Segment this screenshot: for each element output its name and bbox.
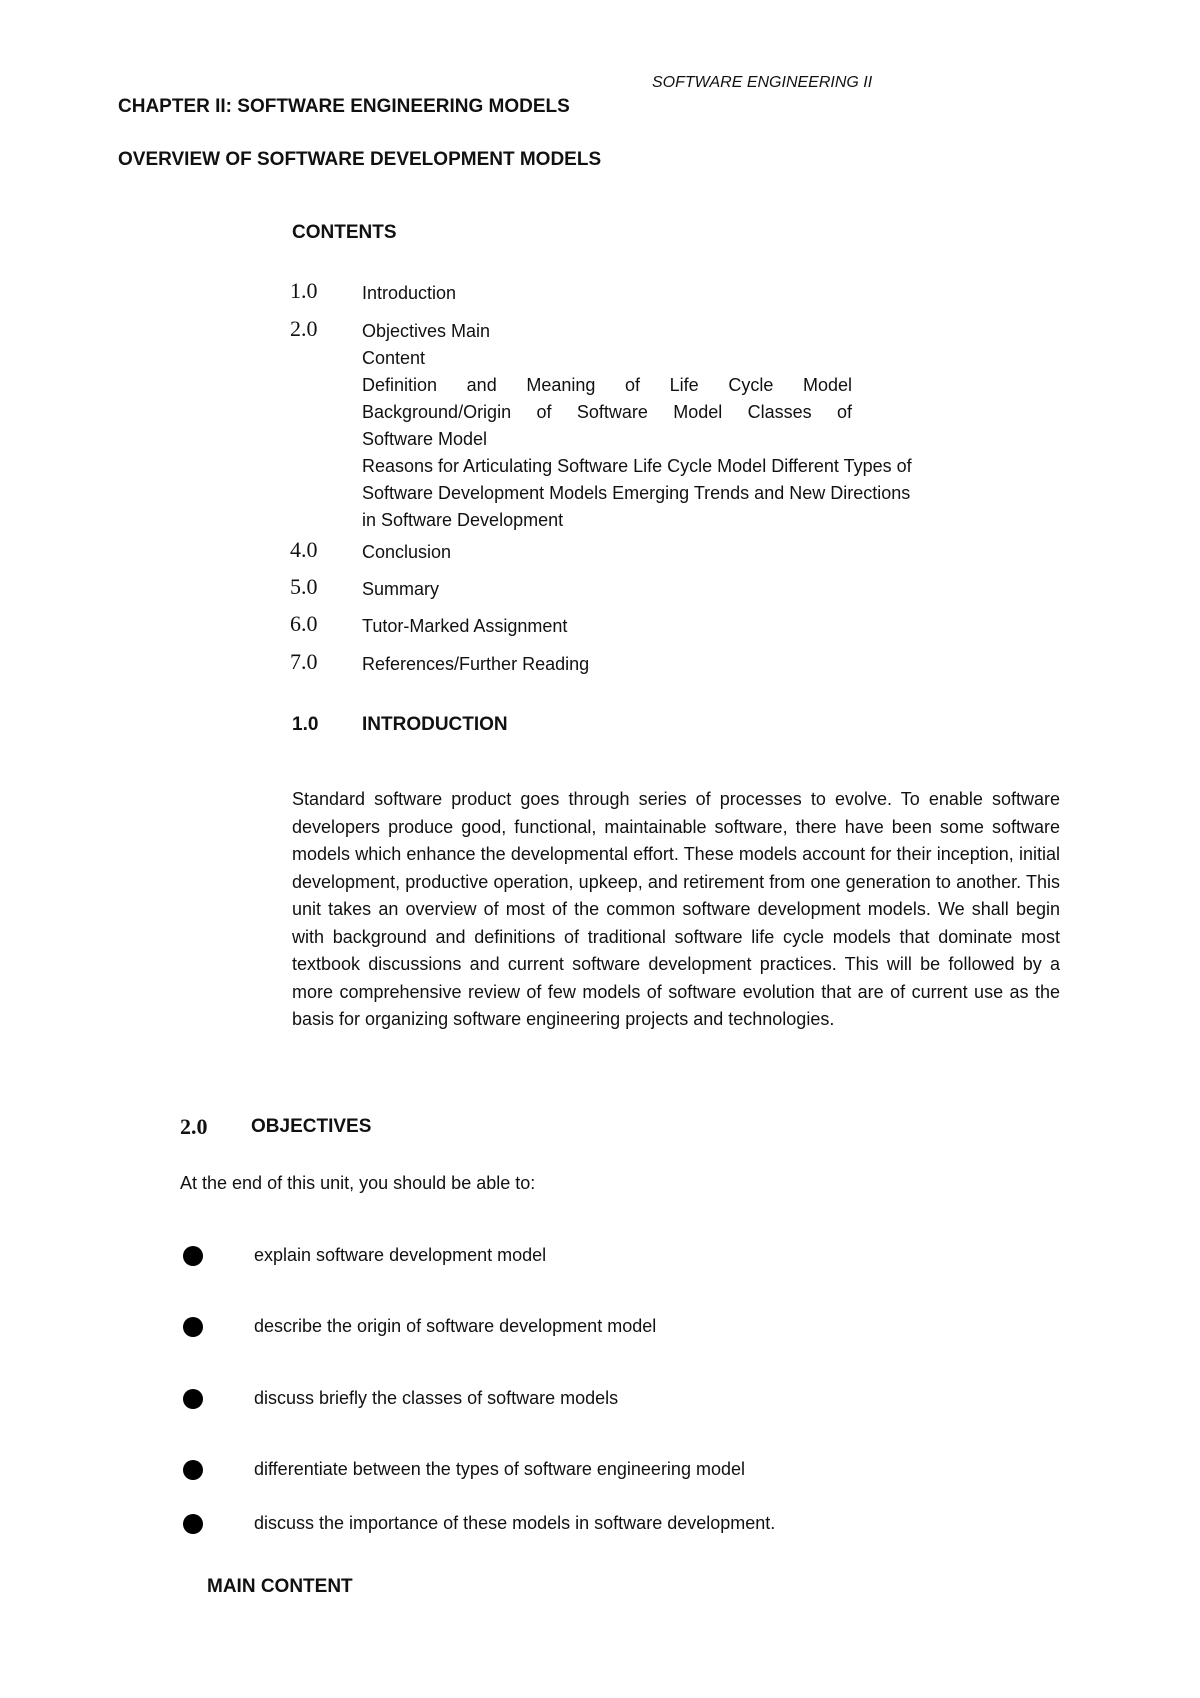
main-content-heading: MAIN CONTENT	[207, 1576, 353, 1597]
objective-item: describe the origin of software development model	[254, 1316, 657, 1336]
objective-item: differentiate between the types of software engineering model	[254, 1459, 745, 1479]
toc-item-reasons: Reasons for Articulating Software Life Cycle Model Different Types of	[362, 456, 912, 476]
bullet-icon	[183, 1389, 203, 1409]
bullet-icon	[183, 1514, 203, 1534]
bullet-icon	[183, 1246, 203, 1266]
toc-item-introduction: Introduction	[362, 283, 457, 303]
objectives-number: 2.0	[180, 1114, 208, 1139]
objective-item: explain software development model	[254, 1245, 547, 1265]
overview-title: OVERVIEW OF SOFTWARE DEVELOPMENT MODELS	[118, 149, 602, 170]
toc-item-summary: Summary	[362, 579, 440, 599]
objective-item: discuss briefly the classes of software models	[254, 1388, 619, 1408]
running-header: SOFTWARE ENGINEERING II	[652, 74, 873, 91]
toc-item-references: References/Further Reading	[362, 654, 590, 674]
toc-item-objectives: Objectives Main	[362, 321, 491, 341]
toc-item-conclusion: Conclusion	[362, 542, 452, 562]
chapter-title: CHAPTER II: SOFTWARE ENGINEERING MODELS	[118, 96, 570, 117]
toc-item-background: Background/Origin of Software Model Classes of	[362, 402, 852, 422]
objective-item: discuss the importance of these models in software development.	[254, 1513, 776, 1533]
toc-item-types: Software Development Models Emerging Trends and New Directions	[362, 483, 911, 503]
contents-heading: CONTENTS	[292, 222, 397, 243]
introduction-number: 1.0	[292, 714, 319, 735]
introduction-paragraph: Standard software product goes through series of processes to evolve. To enable software developers produce good, functional, maintainable software, there have been some software models which enhance the developmental effort. These models account for their inception, initial development, productive operation, upkeep, and retirement from one generation to another. This unit takes an overview of most of the common software development models. We shall begin with background and definitions of traditional software life cycle models that dominate most textbook discussions and current software development practices. This will be followed by a more comprehensive review of few models of software evolution that are of current use as the basis for organizing software engineering projects and technologies.	[292, 789, 1060, 1029]
bullet-icon	[183, 1460, 203, 1480]
bullet-icon	[183, 1317, 203, 1337]
introduction-heading: INTRODUCTION	[362, 714, 508, 735]
toc-number: 2.0	[290, 316, 318, 341]
objectives-heading: OBJECTIVES	[251, 1116, 372, 1137]
toc-item-definition: Definition and Meaning of Life Cycle Model	[362, 375, 852, 395]
toc-item-content: Content	[362, 348, 426, 368]
toc-item-tma: Tutor-Marked Assignment	[362, 616, 568, 636]
toc-number: 4.0	[290, 537, 318, 562]
toc-number: 1.0	[290, 278, 318, 303]
toc-number: 6.0	[290, 611, 318, 636]
toc-number: 7.0	[290, 649, 318, 674]
objectives-intro: At the end of this unit, you should be able to:	[180, 1173, 536, 1193]
toc-number: 5.0	[290, 574, 318, 599]
toc-item-software-model: Software Model	[362, 429, 488, 449]
toc-item-trends: in Software Development	[362, 510, 564, 530]
